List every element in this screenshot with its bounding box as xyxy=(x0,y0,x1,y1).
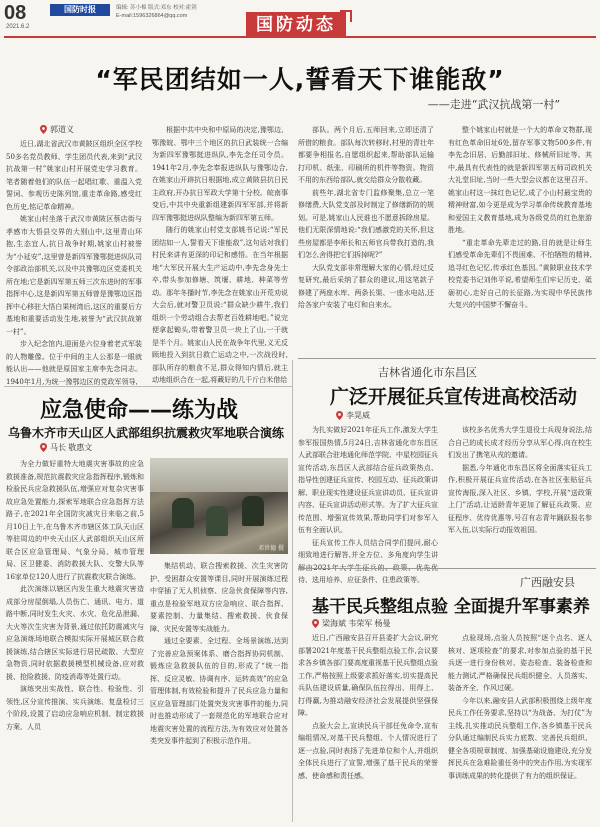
photo-background xyxy=(150,458,288,492)
author-pin-icon xyxy=(312,619,319,628)
article1-author: 郭道义 xyxy=(50,125,74,134)
paragraph: 演练突出实战性、联合性、检验性、引领性,区分宣传推演、实兵演练、复盘检讨三个阶段,设置了启动应急响应机制、制定救援方案、人员 xyxy=(6,685,144,731)
editor-line: 编辑: 苏小棉 版式:邓东 校对:霍剑 xyxy=(116,5,197,11)
article1-byline xyxy=(40,124,74,135)
article1-title: “军民团结如一人,誓看天下谁能敌” xyxy=(95,65,505,94)
earthquake-drill-photo xyxy=(150,458,288,554)
article3-author: 李晃威 xyxy=(346,411,370,420)
paragraph: 集结机动、联合搜索救援、次生灾害防护、受困群众安置等课目,同时开展演练过程中穿插了无人机侦察、应急伙食保障等内容,重点是检验军地双方应急响应、联合指挥、要素控制、力量集结、搜索救援、伙食保障、灾民安置等实战能力。 xyxy=(150,562,288,633)
article4-authors: 梁海斌 韦荣军 杨曼 xyxy=(322,619,391,628)
article1-column-1 xyxy=(6,138,142,386)
paragraph: 此次演练以辖区内发生重大地震灾害造成部分房屋倒塌,人员伤亡、通讯、电力、道路中断,同时发生火灾、水灾、危化品泄漏、大火等次生灾害为背景,通过依托防震减灾与应急演练场地联合模拟实际开展城区联合救援演练,结合辖区实际进行居民疏散、大型应急物资,同时依据救援模型机械设备,应对救援、抢险救援、防疫消毒等处置行动。 xyxy=(6,585,144,681)
article1-column-2 xyxy=(152,124,288,434)
article3-title: 广泛开展征兵宣传进高校活动 xyxy=(330,386,578,408)
paragraph: 征兵宣传工作人员结合同学们提问,耐心细致地进行解答,并全方位、多角度向学生讲 待、选用培养、应征条件、住患政策等。 xyxy=(298,538,438,584)
photo-figure xyxy=(242,496,264,526)
article2-column-1 xyxy=(6,458,144,822)
column-divider xyxy=(292,360,293,822)
article2-title-prefix: 应急使命——练为战 xyxy=(40,398,239,423)
paragraph: 该校多名优秀大学生退役士兵现身说法,结合自己的成长成才经历分享从军心得,向在校生们发出了携笔从戎的邀请。 xyxy=(448,426,592,459)
article4-column-1 xyxy=(298,632,438,822)
article2-title: 乌鲁木齐市天山区人武部组织抗震救灾军地联合演练 xyxy=(8,426,285,440)
paragraph: 近日,湖北省武汉市黄陂区组织全区学校50多名党员教师、学生团员代表,来到“武汉抗战第一村”姚家山村开展党史学习教育。笔者随着他们的队伍一起唱红歌、重温入党誓词、参观历史陈列馆,重走革命路,感受红色历史,铭记革命精神。 xyxy=(6,140,142,211)
editor-info xyxy=(116,4,226,20)
article1-column-3 xyxy=(298,124,434,354)
article4-column-2 xyxy=(448,632,592,822)
article2-byline xyxy=(40,442,92,453)
photo-figure xyxy=(172,498,194,528)
email-line: E-mail:1596326864@qq.com xyxy=(116,13,188,19)
photo-figure xyxy=(206,506,228,536)
paragraph: 随行的姚家山村党支部姚书记说:“军民团结如一人,誓看天下谁能敌”,这句话对我们村民来讲有更深的印记和感悟。在当年根据地“大军民开展大生产运动中,李先念身先士卒,带头参加修塘、筑堰、耕地、种菜等劳动。那年冬播时节,李先念在姚家山开荒劝说大会后,就对警卫员说:“群众缺少耕牛,我们组织一个劳动组合去帮老百姓耕地吧。”说完便拿起锄头,带着警卫员一块上了山,一干就是半个月。姚家山人民在战争年代里,义无反顾地投入到抗日救亡运动之中,一次战役时,部队所存的粮食不足,群众得知内情后,就主动地组织合在一起,将藏好的几千斤白米借给 xyxy=(152,226,288,384)
article3-byline xyxy=(336,410,370,421)
article3-kicker: 吉林省通化市东昌区 xyxy=(378,366,477,379)
article1-column-4 xyxy=(448,124,592,354)
article3-column-2 xyxy=(448,424,592,564)
paragraph: 点验现场,点验人员按照“逐个点名、逐人核对、逐项检查”的要求,对参加点验的基干民兵逐一进行身份核对、姿态检查、装备检查和能力测试,严格确保民兵组织健全、人员落实、装备齐全、作风过硬。 xyxy=(448,634,592,692)
paragraph: 根据中共中央和中原局的决定,豫鄂边、鄂豫皖、鄂中三个地区的抗日武装统一合编为新四军豫鄂挺进纵队,李先念任司令员。1941年2月,李先念奉报进纵队与豫鄂边合,在姚家山开辟抗日根据地,成立黄陂县抗日民主政府,开办抗日军政大学第十分校。皖南事变后,中共中央重新组建新四军军部,并将新四军豫鄂挺进纵队整编为新四军第五师。 xyxy=(152,126,288,222)
article4-byline xyxy=(312,618,390,629)
paragraph: 前些年,湖北省专门监修聚集,总立一笔修缮费,大队党支部及时制定了修缮新防的规划。可是,姚家山人民谁也不愿意拆除房屋。他们无限深情地说:“我们感激党的关怀,但这些房屋都是李师长和五师官兵带我打造的,我们怎么舍得把它们拆掉呢?” xyxy=(298,188,434,259)
page-number: 08 xyxy=(4,2,27,24)
paragraph: 姚家山村坐落于武汉市黄陂区蔡店街与孝感市大悟县交界的大别山中,这里青山环抱,生态宜人,抗日战争时期,姚家山村被誉为“小延安”,这里曾是新四军豫鄂挺进纵队司令部政治部机关,以及中共豫鄂边区党委机关所在地;它是新四军第五师三次东进时的军事指挥中心,这是新四军第五师曾是豫鄂边区指挥中心移驻大悟白果树湾后,这区的重要后方基地和重要活动发生地,被誉为“武汉抗战第一村”。 xyxy=(6,215,142,336)
article2-top-rule xyxy=(4,386,292,387)
issue-date: 2021.6.2 xyxy=(6,24,30,30)
author-pin-icon xyxy=(40,125,47,134)
article4-title: 基干民兵整组点验 全面提升军事素养 xyxy=(312,597,590,617)
photo-credit: 邓世德 摄 xyxy=(258,545,284,552)
article3-top-rule xyxy=(298,358,596,359)
header-divider xyxy=(4,36,596,38)
paragraph: 大队党支部非常理解大家的心情,经过反复研究,最后采纳了群众的建议,用这笔款子修建了两座水库、两条长渠、一座水电站,还给各家户安装了电灯和自来水。 xyxy=(298,263,434,309)
article2-column-2 xyxy=(150,560,288,822)
paragraph: 为扎实做好2021年征兵工作,激发大学生参军报国热情,5月24日,吉林省通化市东昌区人武部联合驻地通化师范学院、中星校园征兵宣传活动,东昌区人武部结合征兵政策热点、指导性创建征兵宣传、校园互动、征兵政策讲解、职业现实性建设征兵宣讲动员、征兵宣讲内容、征兵宣讲活动形式等。为了扩大征兵宣传范围、增强宣传效果,帮助同学们对参军入伍有全面认识。 xyxy=(298,426,438,534)
paragraph: 通过全要素、全过程、全场景演练,达到了完善应急预案体系、磨合指挥协同机制、锻炼应急救援队伍的目的,形成了“统一指挥、反应灵敏、协调有序、运转高效”的应急管理体制,有效检验和提升了民兵应急力量和区应急管理部门处置突发灾害事件的能力,同时也推动形成了一套规范化的军地联合应对地震灾害处置的流程方法,为有效应对处置各类突发事件起到了积极示范作用。 xyxy=(150,637,288,745)
newspaper-logo: 国防时报 xyxy=(50,4,110,16)
article3-column-1 xyxy=(298,424,438,584)
paragraph: 为全力做好重特大地震灾害事故的应急救援准备,规范抗震救灾应急指挥程序,锻炼和检验民兵应急救援队伍,增强应对复杂灾害事故应急处置能力,探索军地联合应急指挥方法路子,在2021年全国防灾减灾日来临之前,5月10日上午,在乌鲁木齐市辖区体工队天山区等驻周边的中央天山区人武部组织天山区所联合区应急管理局、气象分局、城市管理局、区卫健委、消防救援大队、交警大队等16家单位120人进行了抗震救灾联合演练。 xyxy=(6,460,144,581)
article2-authors: 马长 敬惠文 xyxy=(50,443,93,452)
paragraph: 据悉,今年通化市东昌区将全面落实征兵工作,积极开展征兵宣传活动,在各社区张贴征兵宣传海报,深入社区、乡镇、学校,开展“送政策上门”活动,让适龄青年更加了解征兵政策、应征程序、优待优惠等,号召有志青年踊跃报名参军入伍,以实际行动报效祖国。 xyxy=(448,463,592,534)
article1-subtitle: ——走进“武汉抗战第一村” xyxy=(427,98,560,111)
paragraph: 整个姚家山村就是一个大的革命文物群,现有红色革命旧址6处,留存军事文物500多件,有李先念旧居、后勤部旧址、修械所旧址等。其中,最具有代表性的就是新四军第五师司政机关大礼堂旧址,当时一些大型会议都在这里召开。姚家山村这一抹红色记忆,成了小山村最宝贵的精神财富,如今更是成为学习革命传统教育基地和爱国主义教育基地,成为各级党员的红色旅游胜地。 xyxy=(448,126,592,234)
paragraph: “重走革命先辈走过的路,目的就是让师生们感受革命先辈们不畏困难、不怕牺牲的精神,追寻红色记忆,传承红色基因。”黄陂职业技术学校党委书记刘伟平说,希望师生们牢记历史、砥砺初心,走好自己的长征路,为实现中华民族伟大复兴的中国梦不懈奋斗。 xyxy=(448,238,592,309)
author-pin-icon xyxy=(40,443,47,452)
paragraph: 今年以来,融安县人武部积极围绕上级年度民兵工作任务要求,坚持以“为战备、为打仗”为主线,扎实推动民兵整组工作,各乡镇基干民兵分队通过编制民兵实力底数、完善民兵组织、健全各项规章制度、加强基础设施建设,充分发挥民兵在急难险重任务中的突击作用,为实现军事训练成果的转化提供了有力的组织保证。 xyxy=(448,696,592,780)
paragraph: 步入纪念馆内,迎面是六位身着老式军装的人物雕像。位于中间的主人公那是一眼就能认出——他就是原国家主席李先念同志。1940年1月,为统一豫鄂边区的党政军领导, xyxy=(6,340,142,386)
paragraph: 近日,广西融安县召开县委扩大会议,研究部署2021年度基干民兵整组点验工作,会议要求各乡镇各部门要高度重视基干民兵整组点验工作,严格按照上级要求抓好落实,切实提高民兵队伍建设质量,确保队伍拉得出、用得上、打得赢,为推动融安经济社会发展提供坚强保障。 xyxy=(298,634,438,717)
section-label: 国防动态 xyxy=(246,12,346,38)
author-pin-icon xyxy=(336,411,343,420)
article4-top-rule xyxy=(298,568,596,569)
article4-kicker: 广西融安县 xyxy=(520,576,575,589)
paragraph: 点验大会上,宣读民兵干部任免命令,宣布编组情况,对基干民兵整组、个人情况进行了逐一点验,同时表扬了先进单位和个人,并组织全体民兵进行了宣誓,增强了基干民兵的荣誉感、使命感和责任感。 xyxy=(298,721,438,780)
paragraph: 部队。两个月后,五师回来,立即还清了所借的粮食。部队每次转移时,村里的青壮年都要争相报名,自愿组织起来,帮助部队运输打印机、纸张、印刷所的机件等物资。物资不用的东西给部队,就交给群众分散收藏。 xyxy=(298,126,434,184)
